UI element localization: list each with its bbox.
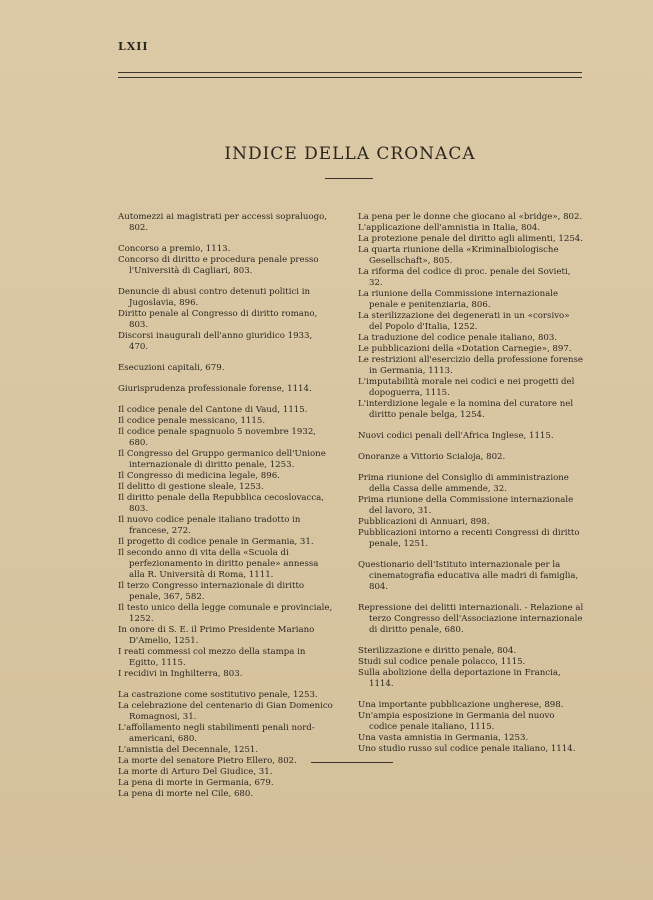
- index-entry: La riforma del codice di proc. penale dei Sovieti, 32.: [358, 267, 571, 288]
- index-column-left: [118, 212, 334, 810]
- index-entry: Concorso di diritto e procedura penale presso l'Università di Cagliari, 803.: [118, 255, 319, 276]
- index-entry: In onore di S. E. il Primo Presidente Mariano D'Amelio, 1251.: [118, 625, 315, 646]
- index-entry: Un'ampia esposizione in Germania del nuovo codice penale italiano, 1115.: [358, 711, 555, 732]
- index-entry: La pena per le donne che giocano al «bridge», 802.: [358, 212, 583, 222]
- index-entry: Uno studio russo sul codice penale italiano, 1114.: [358, 744, 576, 754]
- index-group: [358, 212, 585, 421]
- index-entry: La pena di morte in Germania, 679.: [118, 778, 274, 788]
- index-entry: La pena di morte nel Cile, 680.: [118, 789, 254, 799]
- index-entry: L'applicazione dell'amnistia in Italia, 804.: [358, 223, 541, 233]
- index-entry: La sterilizzazione dei degenerati in un «corsivo» del Popolo d'Italia, 1252.: [358, 311, 570, 332]
- index-entry: Esecuzioni capitali, 679.: [118, 363, 225, 373]
- index-entry: Diritto penale al Congresso di diritto romano, 803.: [118, 309, 318, 330]
- index-entry: Repressione dei delitti internazionali. - Relazione al terzo Congresso dell'Associazione internazionale di diritto penale, 680.: [358, 603, 584, 635]
- index-entry: Discorsi inaugurali dell'anno giuridico 1933, 470.: [118, 331, 313, 352]
- title-underline: [325, 178, 373, 179]
- index-entry: Automezzi ai magistrati per accessi sopraluogo, 802.: [118, 212, 328, 233]
- index-entry: Sulla abolizione della deportazione in Francia, 1114.: [358, 668, 561, 689]
- index-entry: Denuncie di abusi contro detenuti politici in Jugoslavia, 896.: [118, 287, 311, 308]
- index-entry: Le pubblicazioni della «Dotation Carnegie», 897.: [358, 344, 572, 354]
- header-double-rule: [118, 72, 582, 78]
- index-entry: Il delitto di gestione sleale, 1253.: [118, 482, 264, 492]
- index-entry: L'interdizione legale e la nomina del curatore nel diritto penale belga, 1254.: [358, 399, 574, 420]
- index-entry: Pubblicazioni di Annuari, 898.: [358, 517, 490, 527]
- index-entry: Il codice penale spagnuolo 5 novembre 1932, 680.: [118, 427, 317, 448]
- index-entry: Le restrizioni all'esercizio della professione forense in Germania, 1113.: [358, 355, 583, 376]
- index-group: [358, 603, 585, 636]
- index-entry: Prima riunione del Consiglio di amministrazione della Cassa delle ammende, 32.: [358, 473, 569, 494]
- index-entry: Il diritto penale della Repubblica cecoslovacca, 803.: [118, 493, 324, 514]
- index-entry: Il codice penale messicano, 1115.: [118, 416, 266, 426]
- index-group: [118, 363, 334, 374]
- index-entry: Il Congresso del Gruppo germanico dell'Unione internazionale di diritto penale, 1253.: [118, 449, 326, 470]
- index-entry: La morte di Arturo Del Giudice, 31.: [118, 767, 273, 777]
- index-entry: La protezione penale del diritto agli alimenti, 1254.: [358, 234, 583, 244]
- index-entry: Prima riunione della Commissione internazionale del lavoro, 31.: [358, 495, 574, 516]
- index-group: [118, 384, 334, 395]
- index-group: [118, 212, 334, 234]
- index-entry: L'amnistia del Decennale, 1251.: [118, 745, 259, 755]
- index-entry: Giurisprudenza professionale forense, 1114.: [118, 384, 312, 394]
- index-entry: Il terzo Congresso internazionale di diritto penale, 367, 582.: [118, 581, 305, 602]
- index-group: [118, 244, 334, 277]
- index-entry: Pubblicazioni intorno a recenti Congressi di diritto penale, 1251.: [358, 528, 580, 549]
- index-entry: L'affollamento negli stabilimenti penali nord-americani, 680.: [118, 723, 315, 744]
- index-entry: Una importante pubblicazione ungherese, 898.: [358, 700, 564, 710]
- index-entry: La riunione della Commissione internazionale penale e penitenziaria, 806.: [358, 289, 559, 310]
- index-group: [118, 690, 334, 800]
- index-group: [358, 560, 585, 593]
- index-entry: I recidivi in Inghilterra, 803.: [118, 669, 243, 679]
- index-entry: La celebrazione del centenario di Gian Domenico Romagnosi, 31.: [118, 701, 333, 722]
- index-entry: Una vasta amnistia in Germania, 1253.: [358, 733, 529, 743]
- index-entry: Questionario dell'Istituto internazionale per la cinematografia educativa alle madri di famiglia, 804.: [358, 560, 579, 592]
- index-entry: La quarta riunione della «Kriminalbiologische Gesellschaft», 805.: [358, 245, 559, 266]
- index-entry: Onoranze a Vittorio Scialoja, 802.: [358, 452, 506, 462]
- index-entry: I reati commessi col mezzo della stampa in Egitto, 1115.: [118, 647, 306, 668]
- index-group: [358, 452, 585, 463]
- index-entry: La castrazione come sostitutivo penale, 1253.: [118, 690, 318, 700]
- index-group: [358, 473, 585, 550]
- index-entry: La traduzione del codice penale italiano, 803.: [358, 333, 558, 343]
- index-group: [358, 431, 585, 442]
- index-group: [118, 405, 334, 680]
- index-entry: Studi sul codice penale polacco, 1115.: [358, 657, 526, 667]
- index-group: [118, 287, 334, 353]
- index-entry: Il nuovo codice penale italiano tradotto in francese, 272.: [118, 515, 301, 536]
- index-entry: Nuovi codici penali dell'Africa Inglese, 1115.: [358, 431, 554, 441]
- closing-rule: [311, 762, 393, 763]
- index-entry: Il Congresso di medicina legale, 896.: [118, 471, 280, 481]
- index-entry: Il progetto di codice penale in Germania, 31.: [118, 537, 314, 547]
- index-group: [358, 700, 585, 755]
- index-entry: Il codice penale del Cantone di Vaud, 1115.: [118, 405, 308, 415]
- page-number: LXII: [118, 40, 149, 53]
- index-column-right: [358, 212, 585, 765]
- index-entry: L'imputabilità morale nei codici e nei progetti del dopoguerra, 1115.: [358, 377, 575, 398]
- index-entry: La morte del senatore Pietro Ellero, 802.: [118, 756, 297, 766]
- index-group: [358, 646, 585, 690]
- index-entry: Sterilizzazione e diritto penale, 804.: [358, 646, 517, 656]
- page-title: INDICE DELLA CRONACA: [224, 144, 476, 164]
- index-entry: Concorso a premio, 1113.: [118, 244, 231, 254]
- index-entry: Il secondo anno di vita della «Scuola di perfezionamento in diritto penale» annessa alla R. Università di Roma, 1111.: [118, 548, 319, 580]
- index-entry: Il testo unico della legge comunale e provinciale, 1252.: [118, 603, 333, 624]
